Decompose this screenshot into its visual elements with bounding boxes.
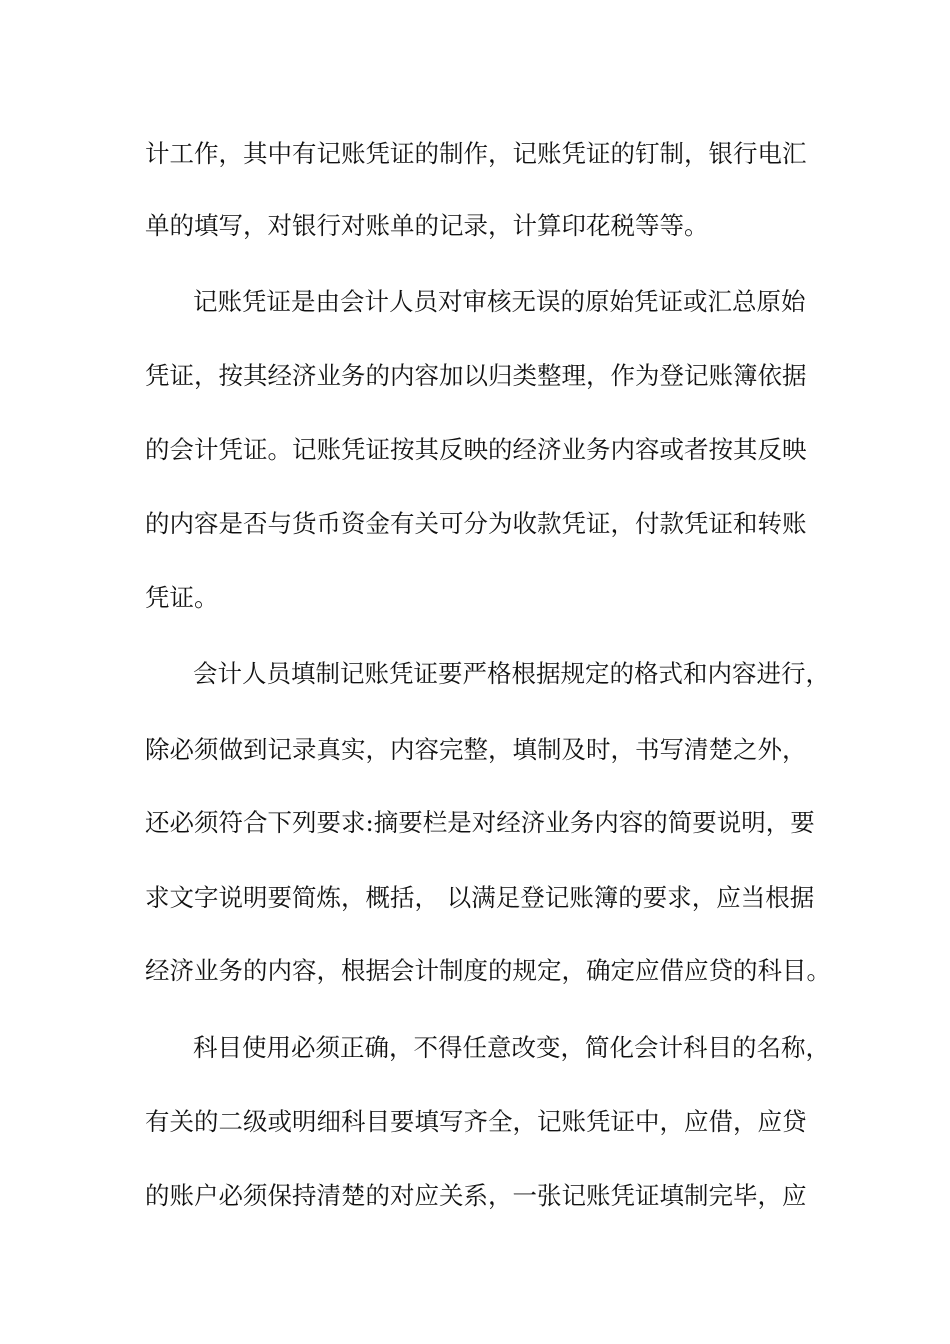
text-line: 凭证。 xyxy=(145,583,219,612)
text-line: 单的填写，对银行对账单的记录，计算印花税等等。 xyxy=(145,211,709,240)
paragraph-first-line: 科目使用必须正确，不得任意改变，简化会计科目的名称， xyxy=(193,1033,830,1062)
text-line: 经济业务的内容，根据会计制度的规定，确定应借应贷的科目。 xyxy=(145,956,831,985)
text-line: 除必须做到记录真实，内容完整，填制及时，书写清楚之外， xyxy=(145,735,807,764)
text-line: 还必须符合下列要求:摘要栏是对经济业务内容的简要说明，要 xyxy=(145,808,815,837)
text-line: 的账户必须保持清楚的对应关系，一张记账凭证填制完毕，应 xyxy=(145,1181,807,1210)
text-line: 的会计凭证。记账凭证按其反映的经济业务内容或者按其反映 xyxy=(145,435,807,464)
paragraph-first-line: 记账凭证是由会计人员对审核无误的原始凭证或汇总原始 xyxy=(193,287,806,316)
text-line: 求文字说明要简炼，概括， 以满足登记账簿的要求，应当根据 xyxy=(145,883,815,912)
text-line: 计工作，其中有记账凭证的制作，记账凭证的钉制，银行电汇 xyxy=(145,139,807,168)
text-line: 的内容是否与货币资金有关可分为收款凭证，付款凭证和转账 xyxy=(145,509,807,538)
text-line: 有关的二级或明细科目要填写齐全，记账凭证中，应借，应贷 xyxy=(145,1107,807,1136)
paragraph-first-line: 会计人员填制记账凭证要严格根据规定的格式和内容进行， xyxy=(193,659,830,688)
text-line: 凭证，按其经济业务的内容加以归类整理，作为登记账簿依据 xyxy=(145,361,807,390)
